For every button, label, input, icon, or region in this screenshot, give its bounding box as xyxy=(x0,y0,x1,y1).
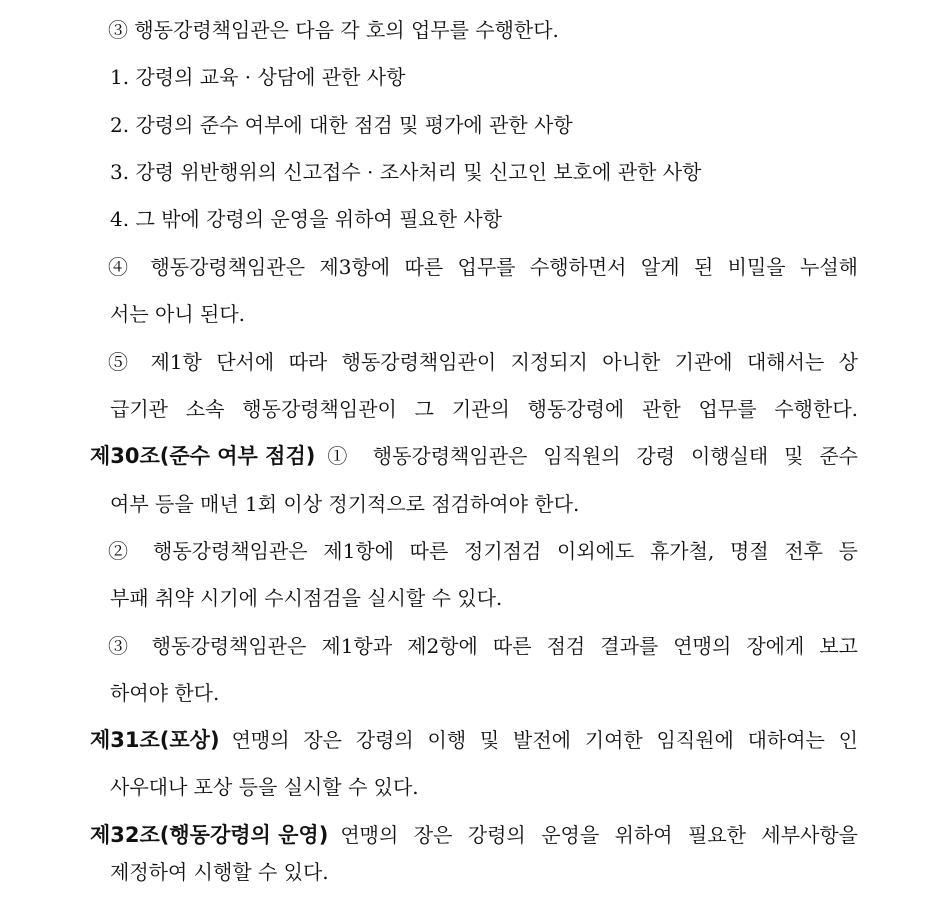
article-30-clause-3: ③ 행동강령책임관은 제1항과 제2항에 따른 점검 결과를 연맹의 장에게 보고 xyxy=(108,634,858,658)
duty-item-4: 4. 그 밖에 강령의 운영을 위하여 필요한 사항 xyxy=(110,207,503,231)
article-31-text: 연맹의 장은 강령의 이행 및 발전에 기여한 임직원에 대하여는 인 xyxy=(231,728,858,752)
duty-item-2: 2. 강령의 준수 여부에 대한 점검 및 평가에 관한 사항 xyxy=(110,113,573,137)
article-30-clause-2: ② 행동강령책임관은 제1항에 따른 정기점검 이외에도 휴가철, 명절 전후 등 xyxy=(108,539,858,563)
article-30 xyxy=(90,442,858,470)
clause-5-continuation: 급기관 소속 행동강령책임관이 그 기관의 행동강령에 관한 업무를 수행한다. xyxy=(110,397,858,421)
clause-4-continuation: 서는 아니 된다. xyxy=(110,302,245,326)
article-32-text: 연맹의 장은 강령의 운영을 위하여 필요한 세부사항을 xyxy=(340,823,858,847)
duty-item-3: 3. 강령 위반행위의 신고접수 · 조사처리 및 신고인 보호에 관한 사항 xyxy=(110,160,702,184)
article-31 xyxy=(90,726,858,754)
article-30-title: 제30조(준수 여부 점검) xyxy=(90,444,316,468)
article-32-continuation: 제정하여 시행할 수 있다. xyxy=(110,860,329,884)
article-32 xyxy=(90,821,858,849)
clause-4-confidentiality: ④ 행동강령책임관은 제3항에 따른 업무를 수행하면서 알게 된 비밀을 누설해 xyxy=(108,255,858,279)
article-30-text: ① 행동강령책임관은 임직원의 강령 이행실태 및 준수 xyxy=(327,444,858,468)
article-31-title: 제31조(포상) xyxy=(90,728,220,752)
article-30-continuation: 여부 등을 매년 1회 이상 정기적으로 점검하여야 한다. xyxy=(110,492,580,516)
clause-3-duties: ③ 행동강령책임관은 다음 각 호의 업무를 수행한다. xyxy=(108,18,559,42)
clause-5-delegation: ⑤ 제1항 단서에 따라 행동강령책임관이 지정되지 아니한 기관에 대해서는 상 xyxy=(108,350,858,374)
article-30-clause-3-continuation: 하여야 한다. xyxy=(110,681,220,705)
article-32-title: 제32조(행동강령의 운영) xyxy=(90,823,329,847)
article-30-clause-2-continuation: 부패 취약 시기에 수시점검을 실시할 수 있다. xyxy=(110,586,503,610)
article-31-continuation: 사우대나 포상 등을 실시할 수 있다. xyxy=(110,775,419,799)
duty-item-1: 1. 강령의 교육 · 상담에 관한 사항 xyxy=(110,65,406,89)
